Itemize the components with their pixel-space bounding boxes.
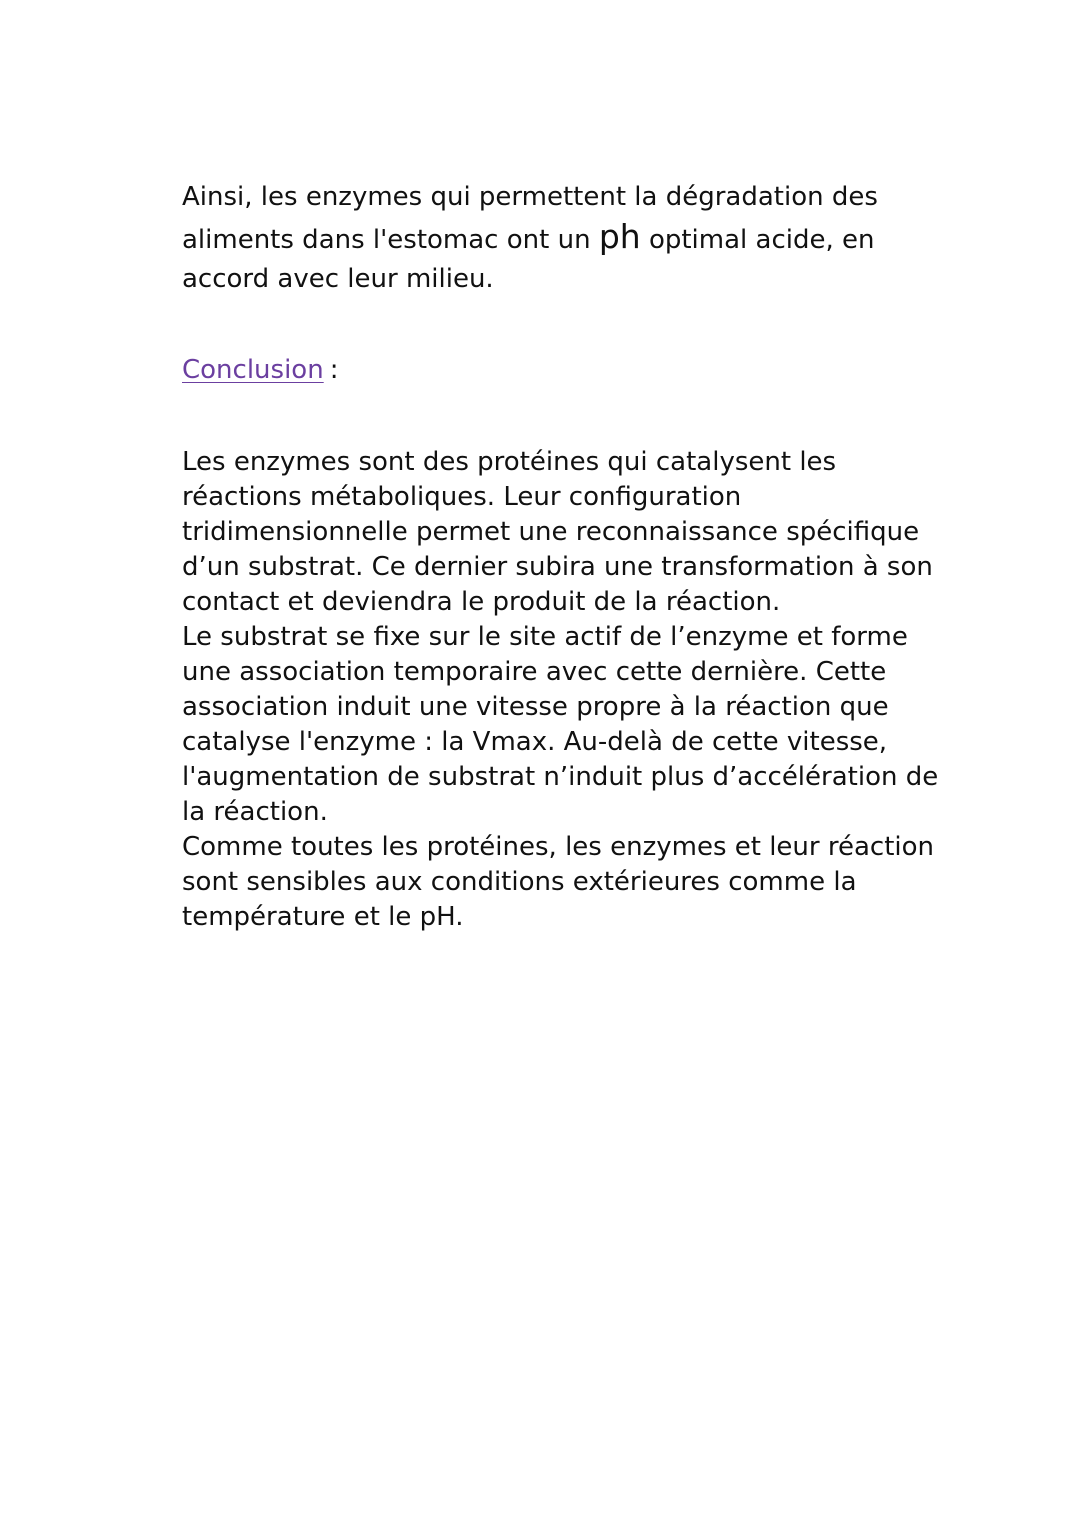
- conclusion-paragraph: Les enzymes sont des protéines qui catalysent les réactions métaboliques. Leur configuration tridimensionnelle permet une reconnaissance spécifique d’un substrat. Ce dernier subira une transformation à son contact et deviendra le produit de la réaction.: [182, 447, 933, 617]
- conclusion-paragraph: Comme toutes les protéines, les enzymes et leur réaction sont sensibles aux conditions extérieures comme la température et le pH.: [182, 832, 935, 932]
- intro-text-after: optimal acide, en accord avec leur milieu.: [182, 225, 875, 294]
- conclusion-heading-link[interactable]: Conclusion: [182, 355, 324, 385]
- conclusion-body: [182, 445, 942, 935]
- intro-text-before: Ainsi, les enzymes qui permettent la dégradation des aliments dans l'estomac ont un: [182, 182, 878, 255]
- intro-paragraph: [182, 178, 922, 299]
- conclusion-heading: [182, 350, 338, 390]
- conclusion-heading-colon: :: [329, 355, 339, 385]
- intro-ph-emphasis: ph: [598, 217, 641, 256]
- conclusion-paragraph: Le substrat se fixe sur le site actif de l’enzyme et forme une association temporaire avec cette dernière. Cette association induit une vitesse propre à la réaction que catalyse l'enzyme : la Vmax. Au-delà de cette vitesse, l'augmentation de substrat n’induit plus d’accélération de la réaction.: [182, 622, 939, 827]
